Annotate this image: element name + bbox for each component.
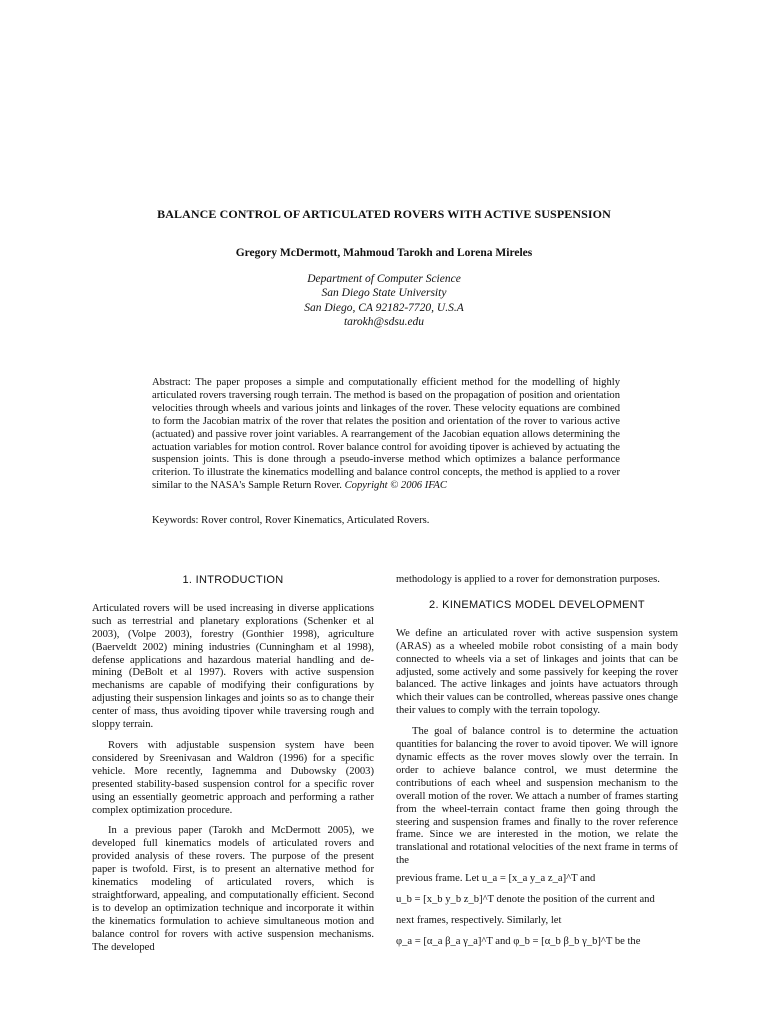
affiliation-university: San Diego State University	[321, 287, 447, 300]
paper-title: BALANCE CONTROL OF ARTICULATED ROVERS WITH ACTIVE SUSPENSION	[157, 207, 611, 221]
equation-line-2: u_b = [x_b y_b z_b]^T denote the position of the current and	[396, 894, 655, 906]
equation-line-4: φ_a = [α_a β_a γ_a]^T and φ_b = [α_b β_b γ_b]^T be the	[396, 936, 641, 948]
intro-paragraph-1: Articulated rovers will be used increasing in diverse applications such as terrestrial and planetary explorations (Schenker et al 2003), (Volpe 2003), forestry (Gonthier 1998), agriculture (Baerveldt 2002) mining industries (Cunningham et al 1998), defense applications and hazardous material handling and de-mining (DeBolt et al 1997). Rovers with active suspension mechanisms are capable of modifying their configurations by adjusting their suspension linkages and joints so as to change their center of mass, thus avoiding tipover while traversing rough and sloppy terrain.	[92, 602, 374, 731]
kinematics-paragraph-2: The goal of balance control is to determine the actuation quantities for balancing the rover to avoid tipover. We will ignore dynamic effects as the rover moves slowly over the terrain. In order to achieve balance control, we must determine the contributions of each wheel and suspension mechanism to the overall motion of the rover. We attach a number of frames starting from the wheel-terrain contact frame then going through the steering and suspension frames and finally to the rover reference frame. Since we are interested in the motion, we relate the translational and rotational velocities of the next frame in terms of the	[396, 726, 678, 867]
affiliation-dept: Department of Computer Science	[307, 273, 461, 285]
right-column	[396, 574, 678, 952]
affiliation-email: tarokh@sdsu.edu	[343, 315, 425, 328]
equation-line-3: next frames, respectively. Similarly, let	[396, 915, 562, 927]
equation-line-1: previous frame. Let u_a = [x_a y_a z_a]^T and	[396, 873, 596, 885]
intro-paragraph-3: In a previous paper (Tarokh and McDermott 2005), we developed full kinematics models of articulated rovers and provided analysis of these rovers. The purpose of the present paper is twofold. First, is to present an alternative method for kinematics modeling of articulated rovers, which is straightforward, appealing, and computationally efficient. Second is to develop an optimization technique and incorporate it within the kinematics formulation to achieve simultaneous motion and balance control for rovers with active suspension mechanisms. The developed	[92, 825, 374, 953]
kinematics-paragraph-1: We define an articulated rover with active suspension system (ARAS) as a wheeled mobile robot consisting of a main body connected to wheels via a set of linkages and joints that can be adjusted, some actively and some passively for keeping the rover balanced. The active linkages and joints have actuators through which their values can be controlled, whereas passive ones change their values to comply with the terrain topology.	[396, 627, 678, 717]
copyright-notice: Copyright © 2006 IFAC	[344, 480, 447, 492]
intro-continuation: methodology is applied to a rover for demonstration purposes.	[396, 574, 660, 585]
section-heading-introduction: 1. INTRODUCTION	[182, 574, 284, 586]
abstract-text: Abstract: The paper proposes a simple and computationally efficient method for the modelling of highly articulated rovers traversing rough terrain. The method is based on the propagation of position and orientation velocities through wheels and various joints and linkages of the rover. These velocity equations are combined to form the Jacobian matrix of the rover that relates the position and orientation of the rover to various active (actuated) and passive rover joint variables. A rearrangement of the Jacobian equation allows determining the actuation variables for motion control. Rover balance control for avoiding tipover is achieved by actuating the suspension joints. This is done through a pseudo-inverse method which optimizes a balance performance criterion. To illustrate the kinematics modelling and balance control concepts, the method is applied to a rover similar to the NASA's Sample Return Rover.	[152, 377, 620, 492]
section-heading-kinematics: 2. KINEMATICS MODEL DEVELOPMENT	[429, 598, 645, 611]
intro-paragraph-2: Rovers with adjustable suspension system have been considered by Sreenivasan and Waldron (1996) for a specific vehicle. More recently, Iagnemma and Dubowsky (2003) presented stability-based suspension control for a specific rover using an essentially geometric approach and performing a rather complex optimization procedure.	[92, 739, 374, 816]
left-column	[92, 574, 374, 954]
author-list: Gregory McDermott, Mahmoud Tarokh and Lorena Mireles	[235, 247, 533, 259]
affiliation-city: San Diego, CA 92182-7720, U.S.A	[304, 301, 464, 314]
affiliation-block	[0, 272, 768, 329]
abstract	[152, 377, 620, 493]
keywords: Keywords: Rover control, Rover Kinematics, Articulated Rovers.	[152, 515, 430, 526]
